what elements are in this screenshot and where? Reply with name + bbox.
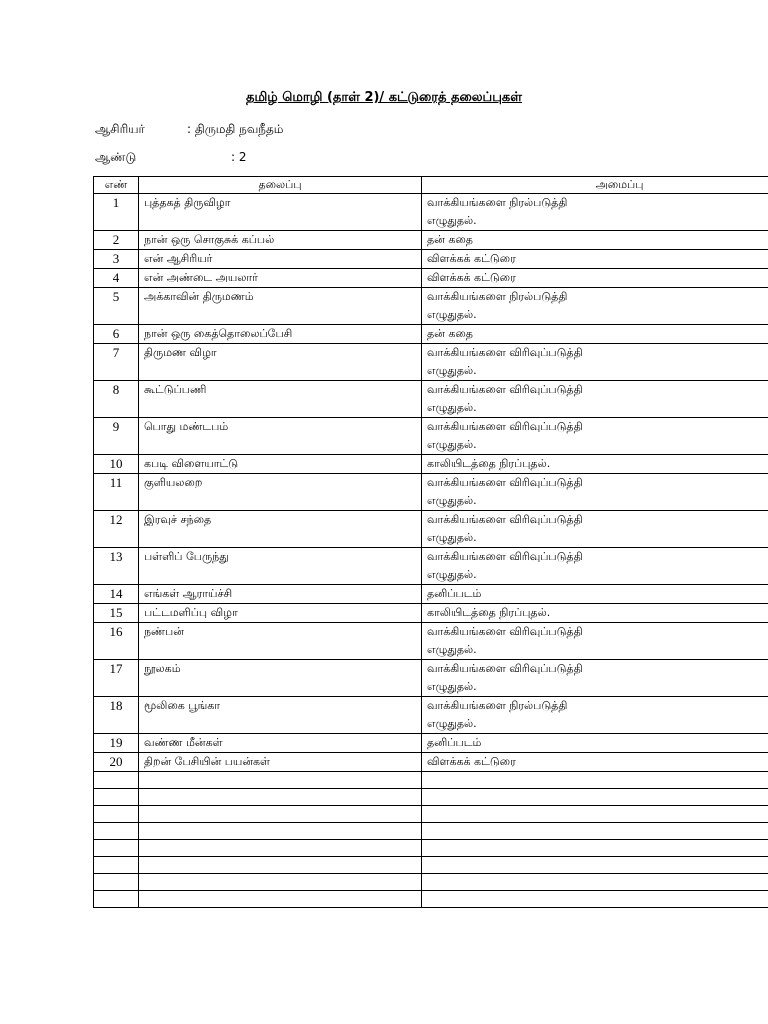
row-type [422, 288, 768, 325]
row-title: கூட்டுப்பணி [139, 381, 422, 418]
table-row [94, 381, 768, 418]
row-type-line: விளக்கக் கட்டுரை [427, 252, 516, 265]
empty-table-row [94, 772, 768, 789]
row-title: குளியலறை [139, 474, 422, 511]
empty-table-row [94, 874, 768, 891]
empty-cell [139, 806, 422, 823]
empty-cell [422, 857, 768, 874]
table-row [94, 474, 768, 511]
row-number: 6 [94, 325, 139, 344]
row-type-line: காலியிடத்தை நிரப்புதல். [427, 457, 551, 470]
empty-table-row [94, 823, 768, 840]
row-number: 17 [94, 660, 139, 697]
row-type-line: எழுதுதல். [427, 531, 477, 544]
empty-cell [139, 874, 422, 891]
empty-cell [139, 840, 422, 857]
row-type [422, 604, 768, 623]
row-type [422, 269, 768, 288]
table-body [94, 194, 768, 908]
table-row [94, 231, 768, 250]
row-title: மூலிகை பூங்கா [139, 697, 422, 734]
row-type-line: எழுதுதல். [427, 717, 477, 730]
row-type [422, 418, 768, 455]
row-type-line: எழுதுதல். [427, 494, 477, 507]
row-number: 1 [94, 194, 139, 231]
empty-cell [139, 789, 422, 806]
empty-cell [139, 772, 422, 789]
teacher-value: : திருமதி நவநீதம் [187, 122, 284, 136]
row-type-line: எழுதுதல். [427, 308, 477, 321]
row-number: 20 [94, 753, 139, 772]
row-number: 11 [94, 474, 139, 511]
year-value: : 2 [231, 150, 247, 164]
table-header-row [94, 177, 768, 194]
row-type [422, 325, 768, 344]
empty-cell [94, 772, 139, 789]
row-type-line: தன் கதை [427, 327, 473, 340]
empty-cell [94, 857, 139, 874]
table-row [94, 548, 768, 585]
row-title: திறன் பேசியின் பயன்கள் [139, 753, 422, 772]
row-type-line: வாக்கியங்களை நிரல்படுத்தி [427, 699, 568, 712]
row-number: 9 [94, 418, 139, 455]
empty-cell [139, 891, 422, 908]
table-row [94, 734, 768, 753]
column-header-type: அமைப்பு [422, 177, 768, 194]
row-type-line: வாக்கியங்களை நிரல்படுத்தி [427, 196, 568, 209]
table-row [94, 604, 768, 623]
row-type-line: எழுதுதல். [427, 401, 477, 414]
year-line [95, 150, 247, 166]
table-row [94, 418, 768, 455]
empty-cell [94, 823, 139, 840]
row-title: நான் ஒரு கைத்தொலைப்பேசி [139, 325, 422, 344]
row-type-line: வாக்கியங்களை விரிவுப்படுத்தி [427, 346, 583, 359]
row-number: 7 [94, 344, 139, 381]
empty-cell [422, 806, 768, 823]
column-header-title: தலைப்பு [139, 177, 422, 194]
row-type-line: தனிப்படம் [427, 587, 482, 600]
row-type-line: விளக்கக் கட்டுரை [427, 755, 516, 768]
row-title: திருமண விழா [139, 344, 422, 381]
year-label: ஆண்டு [95, 150, 137, 164]
row-type-line: வாக்கியங்களை விரிவுப்படுத்தி [427, 420, 583, 433]
empty-cell [139, 857, 422, 874]
empty-cell [422, 789, 768, 806]
empty-cell [422, 874, 768, 891]
row-number: 13 [94, 548, 139, 585]
empty-table-row [94, 857, 768, 874]
row-number: 5 [94, 288, 139, 325]
empty-table-row [94, 789, 768, 806]
empty-cell [422, 772, 768, 789]
table-row [94, 585, 768, 604]
row-title: நூலகம் [139, 660, 422, 697]
row-title: இரவுச் சந்தை [139, 511, 422, 548]
row-title: நான் ஒரு சொகுசுக் கப்பல் [139, 231, 422, 250]
row-type [422, 250, 768, 269]
row-type [422, 474, 768, 511]
row-title: எங்கள் ஆராய்ச்சி [139, 585, 422, 604]
empty-cell [94, 789, 139, 806]
row-title: பொது மண்டபம் [139, 418, 422, 455]
row-type [422, 548, 768, 585]
table-row [94, 623, 768, 660]
row-number: 19 [94, 734, 139, 753]
column-header-number: எண் [94, 177, 139, 194]
row-title: புத்தகத் திருவிழா [139, 194, 422, 231]
row-type-line: எழுதுதல். [427, 680, 477, 693]
row-title: நண்பன் [139, 623, 422, 660]
empty-cell [422, 891, 768, 908]
row-title: அக்காவின் திருமணம் [139, 288, 422, 325]
table-row [94, 455, 768, 474]
row-type [422, 623, 768, 660]
empty-table-row [94, 806, 768, 823]
empty-table-row [94, 891, 768, 908]
row-title: பள்ளிப் பேருந்து [139, 548, 422, 585]
row-type-line: வாக்கியங்களை விரிவுப்படுத்தி [427, 513, 583, 526]
table-row [94, 697, 768, 734]
empty-cell [94, 806, 139, 823]
page-title: தமிழ் மொழி (தாள் 2)/ கட்டுரைத் தலைப்புகள் [246, 90, 522, 105]
row-number: 12 [94, 511, 139, 548]
teacher-line [95, 122, 283, 138]
empty-cell [422, 840, 768, 857]
row-type-line: தன் கதை [427, 233, 473, 246]
row-type-line: எழுதுதல். [427, 364, 477, 377]
row-type-line: தனிப்படம் [427, 736, 482, 749]
row-title: வண்ண மீன்கள் [139, 734, 422, 753]
row-title: என் அண்டை அயலார் [139, 269, 422, 288]
row-type [422, 381, 768, 418]
row-type-line: காலியிடத்தை நிரப்புதல். [427, 606, 551, 619]
row-type [422, 660, 768, 697]
empty-cell [94, 874, 139, 891]
topics-table [93, 176, 768, 908]
table-row [94, 250, 768, 269]
row-type [422, 455, 768, 474]
table-row [94, 753, 768, 772]
row-type-line: வாக்கியங்களை விரிவுப்படுத்தி [427, 383, 583, 396]
row-number: 14 [94, 585, 139, 604]
table-row [94, 660, 768, 697]
row-type [422, 697, 768, 734]
empty-cell [139, 823, 422, 840]
empty-cell [422, 823, 768, 840]
empty-cell [94, 891, 139, 908]
row-title: கபடி விளையாட்டு [139, 455, 422, 474]
row-type-line: வாக்கியங்களை விரிவுப்படுத்தி [427, 550, 583, 563]
empty-cell [94, 840, 139, 857]
row-type-line: விளக்கக் கட்டுரை [427, 271, 516, 284]
row-type [422, 753, 768, 772]
row-number: 18 [94, 697, 139, 734]
row-type-line: எழுதுதல். [427, 214, 477, 227]
row-type-line: வாக்கியங்களை விரிவுப்படுத்தி [427, 662, 583, 675]
row-type [422, 511, 768, 548]
table-row [94, 269, 768, 288]
row-number: 16 [94, 623, 139, 660]
row-type [422, 585, 768, 604]
row-type [422, 194, 768, 231]
row-number: 4 [94, 269, 139, 288]
row-number: 15 [94, 604, 139, 623]
row-type [422, 231, 768, 250]
row-title: பட்டமளிப்பு விழா [139, 604, 422, 623]
row-type-line: வாக்கியங்களை விரிவுப்படுத்தி [427, 625, 583, 638]
table-row [94, 344, 768, 381]
row-title: என் ஆசிரியர் [139, 250, 422, 269]
row-number: 2 [94, 231, 139, 250]
row-type [422, 734, 768, 753]
table-row [94, 194, 768, 231]
teacher-label: ஆசிரியர் [95, 122, 145, 136]
row-type [422, 344, 768, 381]
empty-table-row [94, 840, 768, 857]
row-number: 8 [94, 381, 139, 418]
row-type-line: எழுதுதல். [427, 568, 477, 581]
row-type-line: எழுதுதல். [427, 643, 477, 656]
row-type-line: வாக்கியங்களை நிரல்படுத்தி [427, 290, 568, 303]
table-row [94, 511, 768, 548]
row-type-line: எழுதுதல். [427, 438, 477, 451]
table-row [94, 325, 768, 344]
table-row [94, 288, 768, 325]
row-number: 3 [94, 250, 139, 269]
row-type-line: வாக்கியங்களை விரிவுப்படுத்தி [427, 476, 583, 489]
row-number: 10 [94, 455, 139, 474]
